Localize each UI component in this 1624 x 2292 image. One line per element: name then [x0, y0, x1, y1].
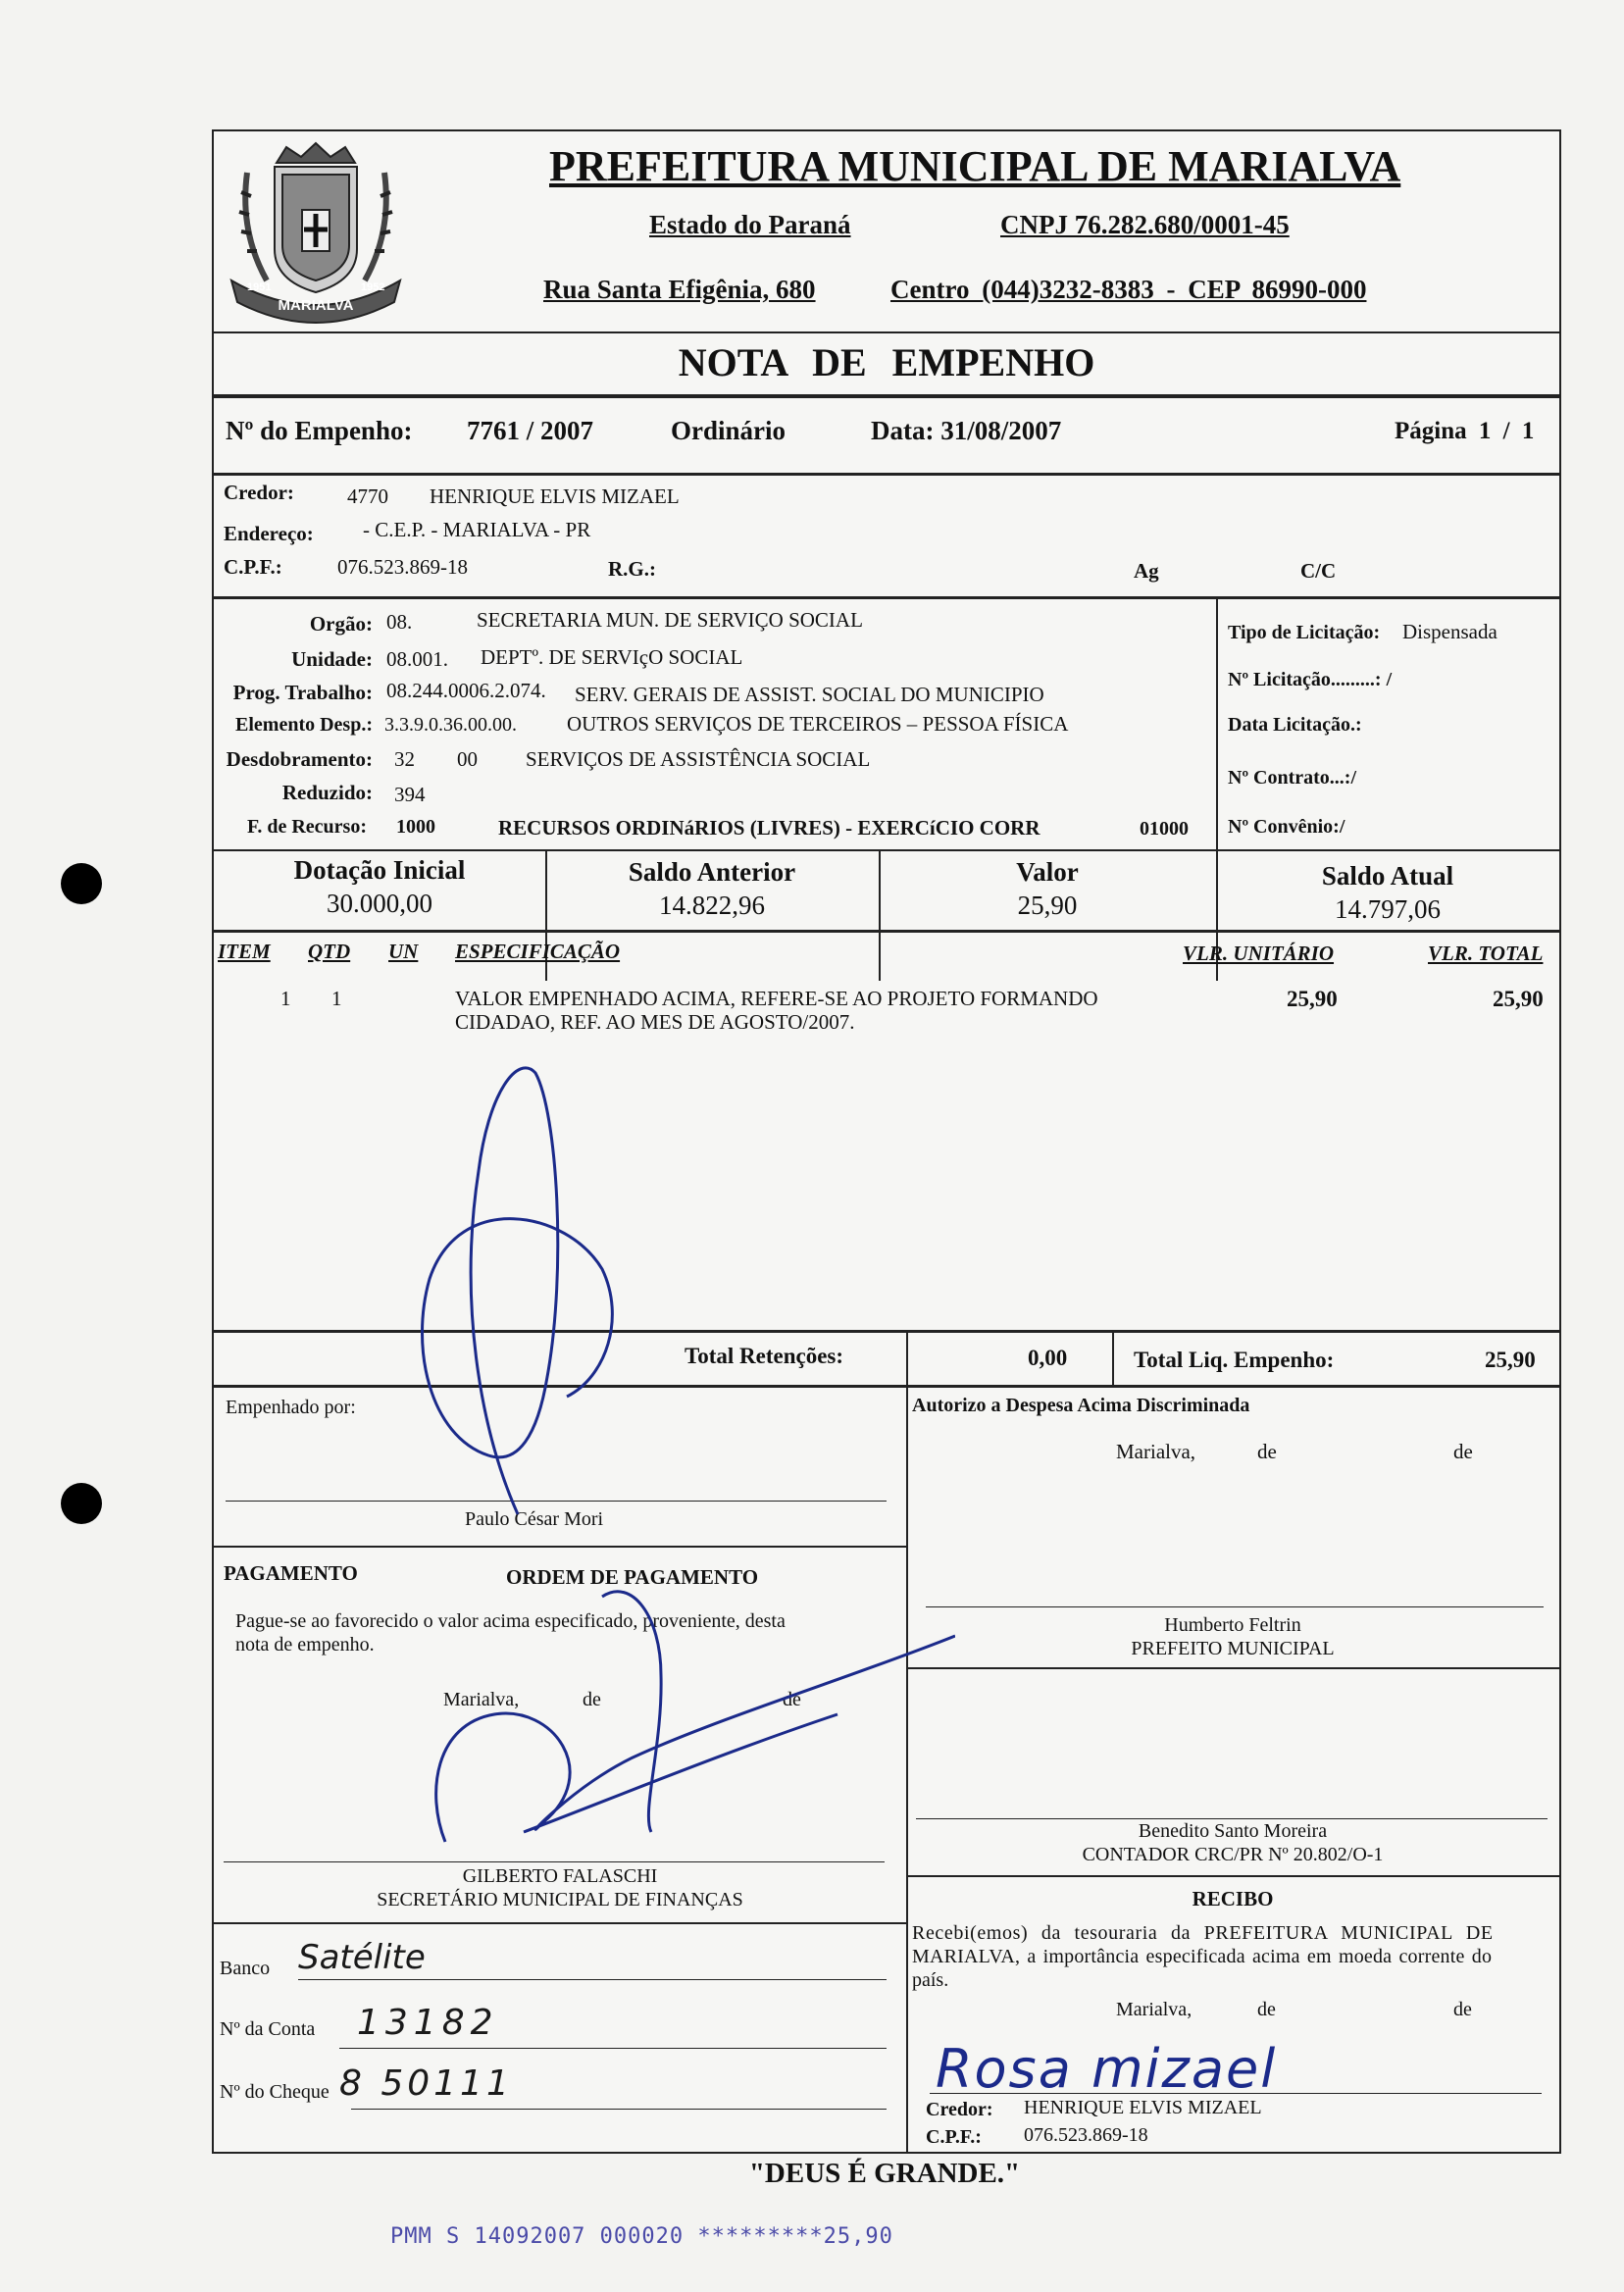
recurso-desc: RECURSOS ORDINáRIOS (LIVRES) - EXERCíCIO CORR: [498, 816, 1040, 840]
empenho-number-value: 7761 / 2007: [467, 416, 594, 445]
seal-year-right: 1952: [361, 281, 385, 293]
recibo-text-line3: país.: [912, 1969, 949, 1991]
address-rest: Centro (044)3232-8383 - CEP 86990-000: [890, 275, 1367, 304]
nota-de-empenho-form: [212, 129, 1561, 2154]
recibo-signature: Rosa mizael: [936, 2038, 1278, 2100]
desdobramento-label: Desdobramento:: [226, 747, 373, 771]
punch-hole-bottom: [61, 1483, 102, 1524]
dotacao-inicial-value: 30.000,00: [327, 889, 432, 918]
orgao-label: Orgão:: [309, 612, 373, 636]
recibo-text-line2: MARIALVA, a importância especificada acima em moeda corrente do: [912, 1946, 1493, 1967]
cheque-label: Nº do Cheque: [220, 2081, 330, 2103]
dotacao-inicial-label: Dotação Inicial: [293, 855, 466, 885]
pagamento-label: PAGAMENTO: [224, 1561, 358, 1585]
recibo-de2: de: [1453, 1999, 1472, 2020]
cnpj-text: CNPJ 76.282.680/0001-45: [1000, 210, 1290, 239]
recibo-cpf-value: 076.523.869-18: [1024, 2124, 1148, 2146]
empenho-date: Data: 31/08/2007: [871, 416, 1062, 445]
conta-handwritten: 13182: [357, 2003, 499, 2043]
total-retencoes-label: Total Retenções:: [685, 1344, 844, 1368]
prefeito-role: PREFEITO MUNICIPAL: [1131, 1638, 1335, 1659]
col-header-item: ITEM: [218, 940, 271, 963]
col-header-qtd: QTD: [308, 940, 351, 963]
state-name: Estado do Paraná: [649, 210, 851, 239]
secretario-role: SECRETÁRIO MUNICIPAL DE FINANÇAS: [377, 1889, 743, 1910]
cc-label: C/C: [1300, 559, 1337, 583]
row-qtd: 1: [331, 987, 342, 1010]
saldo-atual-label: Saldo Atual: [1321, 861, 1454, 891]
recurso-label: F. de Recurso:: [246, 816, 367, 838]
recibo-title: RECIBO: [1192, 1887, 1274, 1910]
elemento-label: Elemento Desp.:: [235, 714, 373, 736]
desdobramento-code2: 00: [457, 747, 478, 771]
recibo-credor-value: HENRIQUE ELVIS MIZAEL: [1024, 2097, 1262, 2118]
pagamento-de1: de: [583, 1689, 601, 1710]
pagamento-de2: de: [783, 1689, 801, 1710]
recibo-text-line1: Recebi(emos) da tesouraria da PREFEITURA MUNICIPAL DE: [912, 1922, 1494, 1944]
row-unit-value: 25,90: [1287, 987, 1338, 1011]
total-liquido-label: Total Liq. Empenho:: [1134, 1348, 1335, 1372]
tipo-licitacao-label: Tipo de Licitação:: [1228, 622, 1381, 643]
row-spec-line2: CIDADAO, REF. AO MES DE AGOSTO/2007.: [455, 1010, 855, 1034]
footer-stamp: PMM S 14092007 000020 *********25,90: [390, 2224, 893, 2249]
reduzido-value: 394: [394, 783, 426, 806]
unidade-desc: DEPTº. DE SERVIçO SOCIAL: [481, 645, 743, 669]
col-header-un: UN: [388, 940, 419, 963]
seal-name-text: MARIALVA: [278, 297, 354, 314]
rg-label: R.G.:: [608, 557, 656, 581]
page-number: Página 1 / 1: [1395, 418, 1535, 444]
prefeito-name: Humberto Feltrin: [1164, 1614, 1301, 1636]
valor-label: Valor: [1016, 857, 1079, 887]
contador-name: Benedito Santo Moreira: [1138, 1820, 1328, 1842]
col-header-vlr-total: VLR. TOTAL: [1428, 942, 1544, 965]
prog-desc: SERV. GERAIS DE ASSIST. SOCIAL DO MUNICIPIO: [575, 683, 1044, 706]
desdobramento-code1: 32: [394, 747, 415, 771]
col-header-especificacao: ESPECIFICAÇÃO: [455, 940, 621, 963]
document-title: NOTA DE EMPENHO: [678, 340, 1095, 384]
autorizo-de2: de: [1453, 1440, 1473, 1463]
ag-label: Ag: [1134, 559, 1159, 583]
total-liquido-value: 25,90: [1485, 1348, 1536, 1372]
endereco-label: Endereço:: [224, 522, 314, 545]
credor-name: HENRIQUE ELVIS MIZAEL: [430, 484, 680, 508]
banco-label: Banco: [220, 1958, 271, 1979]
empenho-type: Ordinário: [671, 416, 787, 445]
saldo-anterior-label: Saldo Anterior: [628, 857, 796, 887]
recibo-city: Marialva,: [1116, 1999, 1193, 2020]
secretario-name: GILBERTO FALASCHI: [462, 1865, 658, 1887]
unidade-code: 08.001.: [386, 647, 448, 671]
numero-contrato: Nº Contrato...:/: [1228, 767, 1357, 789]
footer-motto: "DEUS É GRANDE.": [748, 2158, 1021, 2189]
empenhado-por-label: Empenhado por:: [226, 1397, 356, 1418]
empenho-number-label: Nº do Empenho:: [226, 416, 413, 445]
credor-label: Credor:: [224, 481, 294, 504]
data-licitacao: Data Licitação.:: [1228, 714, 1362, 736]
tipo-licitacao-value: Dispensada: [1402, 620, 1497, 643]
cheque-handwritten: 8 50111: [339, 2063, 513, 2104]
municipal-seal-icon: [218, 133, 414, 330]
page-title: PREFEITURA MUNICIPAL DE MARIALVA: [549, 142, 1401, 190]
autorizo-de1: de: [1257, 1440, 1277, 1463]
row-total-value: 25,90: [1493, 987, 1544, 1011]
empenhado-signature-scribble: [371, 1053, 665, 1524]
desdobramento-desc: SERVIÇOS DE ASSISTÊNCIA SOCIAL: [526, 747, 871, 771]
banco-handwritten: Satélite: [298, 1938, 426, 1977]
numero-licitacao: Nº Licitação.........: /: [1228, 669, 1393, 690]
punch-hole-top: [61, 863, 102, 904]
autorizo-label: Autorizo a Despesa Acima Discriminada: [912, 1395, 1250, 1416]
endereco-value: - C.E.P. - MARIALVA - PR: [363, 518, 591, 541]
autorizo-city: Marialva,: [1116, 1440, 1196, 1463]
elemento-code: 3.3.9.0.36.00.00.: [384, 714, 517, 736]
ordem-pagamento-label: ORDEM DE PAGAMENTO: [506, 1565, 759, 1589]
recibo-cpf-label: C.P.F.:: [926, 2126, 982, 2148]
saldo-atual-value: 14.797,06: [1335, 894, 1441, 924]
valor-value: 25,90: [1017, 891, 1078, 920]
prog-code: 08.244.0006.2.074.: [386, 679, 546, 702]
cpf-label: C.P.F.:: [224, 555, 282, 579]
pagamento-text-line2: nota de empenho.: [235, 1634, 375, 1655]
recurso-code2: 01000: [1140, 818, 1189, 840]
reduzido-label: Reduzido:: [281, 781, 373, 804]
row-spec-line1: VALOR EMPENHADO ACIMA, REFERE-SE AO PROJETO FORMANDO: [455, 987, 1098, 1010]
recibo-credor-label: Credor:: [926, 2099, 993, 2120]
credor-code: 4770: [347, 484, 388, 508]
elemento-desc: OUTROS SERVIÇOS DE TERCEIROS – PESSOA FÍSICA: [567, 712, 1069, 736]
conta-label: Nº da Conta: [220, 2018, 316, 2040]
col-header-vlr-unitario: VLR. UNITÁRIO: [1183, 942, 1335, 965]
empenhado-por-signer: Paulo César Mori: [465, 1508, 604, 1530]
orgao-code: 08.: [386, 610, 413, 634]
cpf-value: 076.523.869-18: [337, 555, 468, 579]
row-item: 1: [280, 987, 291, 1010]
recibo-de1: de: [1257, 1999, 1276, 2020]
contador-role: CONTADOR CRC/PR Nº 20.802/O-1: [1082, 1844, 1384, 1865]
pagamento-text-line1: Pague-se ao favorecido o valor acima especificado, proveniente, desta: [235, 1610, 786, 1632]
address-street: Rua Santa Efigênia, 680: [543, 275, 816, 304]
saldo-anterior-value: 14.822,96: [659, 891, 765, 920]
prog-label: Prog. Trabalho:: [232, 681, 373, 704]
numero-convenio: Nº Convênio:/: [1228, 816, 1345, 838]
unidade-label: Unidade:: [291, 647, 373, 671]
orgao-desc: SECRETARIA MUN. DE SERVIÇO SOCIAL: [477, 608, 863, 632]
seal-year-left: 1951: [247, 281, 272, 293]
pagamento-city: Marialva,: [443, 1689, 520, 1710]
total-retencoes-value: 0,00: [1028, 1346, 1068, 1370]
recurso-code: 1000: [396, 816, 435, 838]
